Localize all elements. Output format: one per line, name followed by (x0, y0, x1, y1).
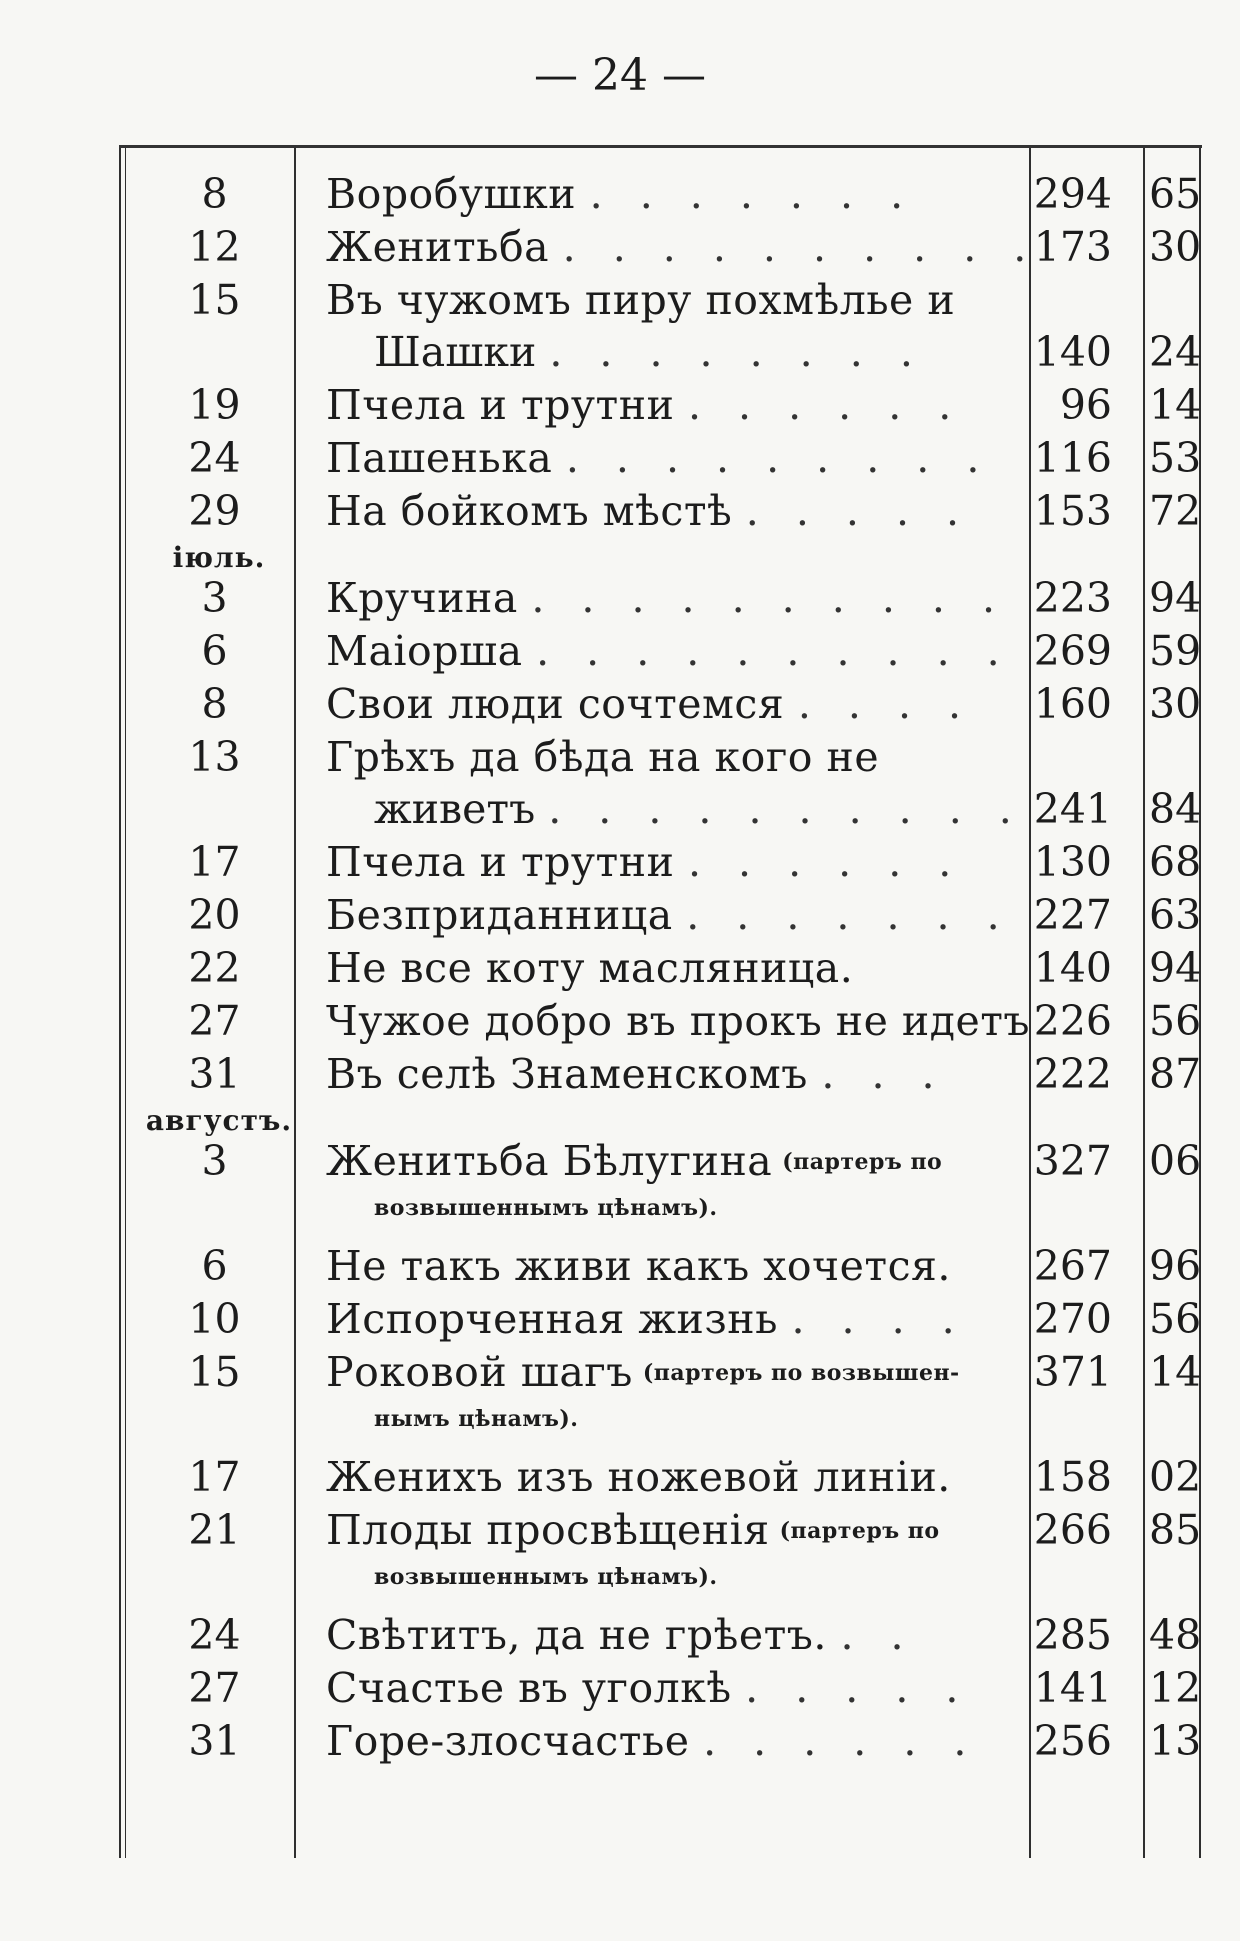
table-row (119, 1453, 1202, 1506)
receipts-kopecks: 56 (1149, 1295, 1202, 1343)
dot-leader: . . . . . . . . . . (536, 627, 1012, 675)
play-title (326, 223, 1116, 271)
performance-day: 31 (188, 1050, 241, 1098)
receipts-kopecks: 59 (1149, 627, 1202, 675)
pricing-note-continuation: возвышеннымъ цѣнамъ). (374, 1195, 718, 1221)
page-number: — 24 — (534, 50, 706, 101)
play-title (326, 170, 1116, 218)
play-title (326, 627, 1116, 675)
pricing-note: (партеръ по (779, 1518, 940, 1544)
play-title-text: Маіорша (326, 627, 523, 675)
receipts-rubles: 140 (1033, 944, 1112, 992)
play-title-continuation-text: Шашки (374, 328, 537, 376)
month-heading: августъ. (145, 1104, 293, 1137)
dot-leader: . . . . . . . . . . (531, 574, 1007, 622)
receipts-rubles: 140 (1033, 328, 1112, 376)
performance-day: 6 (201, 1242, 228, 1290)
table-row (119, 487, 1202, 540)
performance-day: 22 (188, 944, 241, 992)
receipts-rubles: 227 (1033, 891, 1112, 939)
play-title-text: Женитьба Бѣлугина (326, 1137, 773, 1185)
performance-day: 15 (188, 1348, 241, 1396)
play-title-text: Не все коту масляница. (326, 944, 854, 992)
table-row (119, 574, 1202, 627)
play-title (326, 381, 1116, 429)
performance-day: 3 (201, 1137, 228, 1185)
table-row (119, 170, 1202, 223)
table-row (119, 1242, 1202, 1295)
play-title-text: На бойкомъ мѣстѣ (326, 487, 733, 535)
receipts-rubles: 173 (1033, 223, 1112, 271)
performance-day: 29 (188, 487, 241, 535)
ledger-rows (119, 148, 1202, 1858)
play-title-text: Воробушки (326, 170, 577, 218)
receipts-kopecks: 65 (1149, 170, 1202, 218)
table-row (119, 680, 1202, 733)
pricing-note: (партеръ по (782, 1149, 943, 1175)
receipts-kopecks: 96 (1149, 1242, 1202, 1290)
performance-day: 12 (188, 223, 241, 271)
performance-day: 21 (188, 1506, 241, 1554)
dot-leader: . . . . . . (687, 381, 964, 429)
play-title (326, 944, 1116, 992)
play-title (326, 838, 1116, 886)
receipts-rubles: 96 (1059, 381, 1112, 429)
performance-day: 17 (188, 838, 241, 886)
play-title-text: Счастье въ уголкѣ (326, 1664, 732, 1712)
dot-leader: . . . . . . . . . . (562, 223, 1039, 271)
receipts-kopecks: 63 (1149, 891, 1202, 939)
receipts-rubles: 270 (1033, 1295, 1112, 1343)
performance-day: 6 (201, 627, 228, 675)
receipts-rubles: 267 (1033, 1242, 1112, 1290)
play-title (326, 1611, 1116, 1659)
receipts-kopecks: 13 (1149, 1717, 1202, 1765)
dot-leader: . . . . . . . . . . (548, 785, 1024, 833)
dot-leader: . . . . (797, 680, 974, 728)
play-title (326, 1137, 1116, 1186)
play-title-text: Роковой шагъ (326, 1348, 633, 1396)
pricing-note-continuation: нымъ цѣнамъ). (374, 1406, 579, 1432)
dot-leader: . . (840, 1611, 916, 1659)
table-row (119, 381, 1202, 434)
dot-leader: . . . . . (745, 1664, 971, 1712)
month-heading-row (119, 540, 1202, 574)
dot-leader: . . . . (791, 1295, 967, 1343)
play-title-text: Женитьба (326, 223, 550, 271)
performance-day: 24 (188, 434, 241, 482)
receipts-kopecks: 14 (1149, 1348, 1202, 1396)
table-row (119, 1664, 1202, 1717)
receipts-rubles: 153 (1033, 487, 1112, 535)
play-title-text: Въ селѣ Знаменскомъ (326, 1050, 808, 1098)
play-title-text: Плоды просвѣщенія (326, 1506, 770, 1554)
table-row (119, 997, 1202, 1050)
table-row (119, 1611, 1202, 1664)
play-title-text: Женихъ изъ ножевой линіи. (326, 1453, 951, 1501)
dot-leader: . . . . . . . . . (565, 434, 992, 482)
play-title (326, 434, 1116, 482)
play-title-continuation (374, 785, 1116, 833)
receipts-kopecks: 72 (1149, 487, 1202, 535)
table-row (119, 1295, 1202, 1348)
play-title (326, 1453, 1116, 1501)
table-row (119, 838, 1202, 891)
performance-day: 15 (188, 276, 241, 324)
month-heading-row (119, 1103, 1202, 1137)
table-row (119, 1717, 1202, 1770)
dot-leader: . . . . . (745, 487, 972, 535)
receipts-rubles: 285 (1033, 1611, 1112, 1659)
month-heading: іюль. (172, 541, 266, 574)
receipts-rubles: 294 (1033, 170, 1112, 218)
play-title (326, 1242, 1116, 1290)
receipts-rubles: 141 (1033, 1664, 1112, 1712)
performance-day: 20 (188, 891, 241, 939)
play-title (326, 487, 1116, 535)
table-row (119, 1137, 1202, 1242)
play-title-text: Пчела и трутни (326, 838, 675, 886)
receipts-kopecks: 12 (1149, 1664, 1202, 1712)
performance-day: 19 (188, 381, 241, 429)
play-title-text: Испорченная жизнь (326, 1295, 778, 1343)
receipts-kopecks: 14 (1149, 381, 1202, 429)
pricing-note-continuation: возвышеннымъ цѣнамъ). (374, 1564, 718, 1590)
receipts-kopecks: 53 (1149, 434, 1202, 482)
receipts-rubles: 226 (1033, 997, 1112, 1045)
receipts-kopecks: 68 (1149, 838, 1202, 886)
play-title-text: Безприданница (326, 891, 673, 939)
table-row (119, 1050, 1202, 1103)
table-row (119, 276, 1202, 381)
play-title (326, 680, 1116, 728)
performance-day: 27 (188, 1664, 241, 1712)
receipts-kopecks: 48 (1149, 1611, 1202, 1659)
play-title (326, 1506, 1116, 1555)
receipts-rubles: 158 (1033, 1453, 1112, 1501)
receipts-rubles: 160 (1033, 680, 1112, 728)
dot-leader: . . . . . . . . (549, 328, 925, 376)
performance-day: 8 (201, 680, 228, 728)
play-title (326, 1717, 1116, 1765)
play-title (326, 997, 1116, 1045)
receipts-kopecks: 24 (1149, 328, 1202, 376)
play-title (326, 276, 1116, 324)
table-row (119, 944, 1202, 997)
table-row (119, 223, 1202, 276)
play-title-text: Пашенька (326, 434, 553, 482)
performance-day: 31 (188, 1717, 241, 1765)
receipts-kopecks: 87 (1149, 1050, 1202, 1098)
table-row (119, 434, 1202, 487)
play-title-text: Въ чужомъ пиру похмѣлье и (326, 276, 956, 324)
play-title (326, 574, 1116, 622)
performance-day: 24 (188, 1611, 241, 1659)
pricing-note: (партеръ по возвышен- (642, 1360, 960, 1386)
play-title (326, 1348, 1116, 1397)
play-title (326, 1664, 1116, 1712)
play-title (326, 1295, 1116, 1343)
play-title-text: Пчела и трутни (326, 381, 675, 429)
table-row (119, 733, 1202, 838)
performance-day: 17 (188, 1453, 241, 1501)
table-row (119, 627, 1202, 680)
receipts-kopecks: 94 (1149, 944, 1202, 992)
receipts-kopecks: 84 (1149, 785, 1202, 833)
play-title-text: Кручина (326, 574, 518, 622)
performance-day: 27 (188, 997, 241, 1045)
receipts-kopecks: 56 (1149, 997, 1202, 1045)
ledger-table (119, 145, 1202, 1858)
receipts-kopecks: 30 (1149, 223, 1202, 271)
play-title-continuation-text: живетъ (374, 785, 536, 833)
table-row (119, 1348, 1202, 1453)
receipts-rubles: 266 (1033, 1506, 1112, 1554)
performance-day: 3 (201, 574, 228, 622)
play-title-text: Грѣхъ да бѣда на кого не (326, 733, 880, 781)
dot-leader: . . . . . . (687, 838, 964, 886)
play-title (326, 1050, 1116, 1098)
dot-leader: . . . (821, 1050, 947, 1098)
dot-leader: . . . . . . (703, 1717, 979, 1765)
receipts-rubles: 130 (1033, 838, 1112, 886)
performance-day: 10 (188, 1295, 241, 1343)
play-title-text: Горе-злосчастье (326, 1717, 690, 1765)
receipts-rubles: 222 (1033, 1050, 1112, 1098)
receipts-kopecks: 06 (1149, 1137, 1202, 1185)
play-title-text: Не такъ живи какъ хочется. (326, 1242, 951, 1290)
play-title-text: Свои люди сочтемся (326, 680, 785, 728)
play-title-continuation (374, 328, 1116, 376)
receipts-rubles: 327 (1033, 1137, 1112, 1185)
performance-day: 13 (188, 733, 241, 781)
receipts-rubles: 269 (1033, 627, 1112, 675)
performance-day: 8 (201, 170, 228, 218)
receipts-kopecks: 02 (1149, 1453, 1202, 1501)
receipts-kopecks: 94 (1149, 574, 1202, 622)
receipts-rubles: 116 (1033, 434, 1112, 482)
receipts-kopecks: 85 (1149, 1506, 1202, 1554)
receipts-rubles: 241 (1033, 785, 1112, 833)
play-title (326, 733, 1116, 781)
play-title-text: Свѣтитъ, да не грѣетъ. (326, 1611, 827, 1659)
receipts-kopecks: 30 (1149, 680, 1202, 728)
receipts-rubles: 371 (1033, 1348, 1112, 1396)
play-title-text: Чужое добро въ прокъ не идетъ (326, 997, 1031, 1045)
table-row (119, 891, 1202, 944)
table-row (119, 1506, 1202, 1611)
receipts-rubles: 223 (1033, 574, 1112, 622)
receipts-rubles: 256 (1033, 1717, 1112, 1765)
dot-leader: . . . . . . . (686, 891, 1012, 939)
dot-leader: . . . . . . . (589, 170, 916, 218)
play-title (326, 891, 1116, 939)
